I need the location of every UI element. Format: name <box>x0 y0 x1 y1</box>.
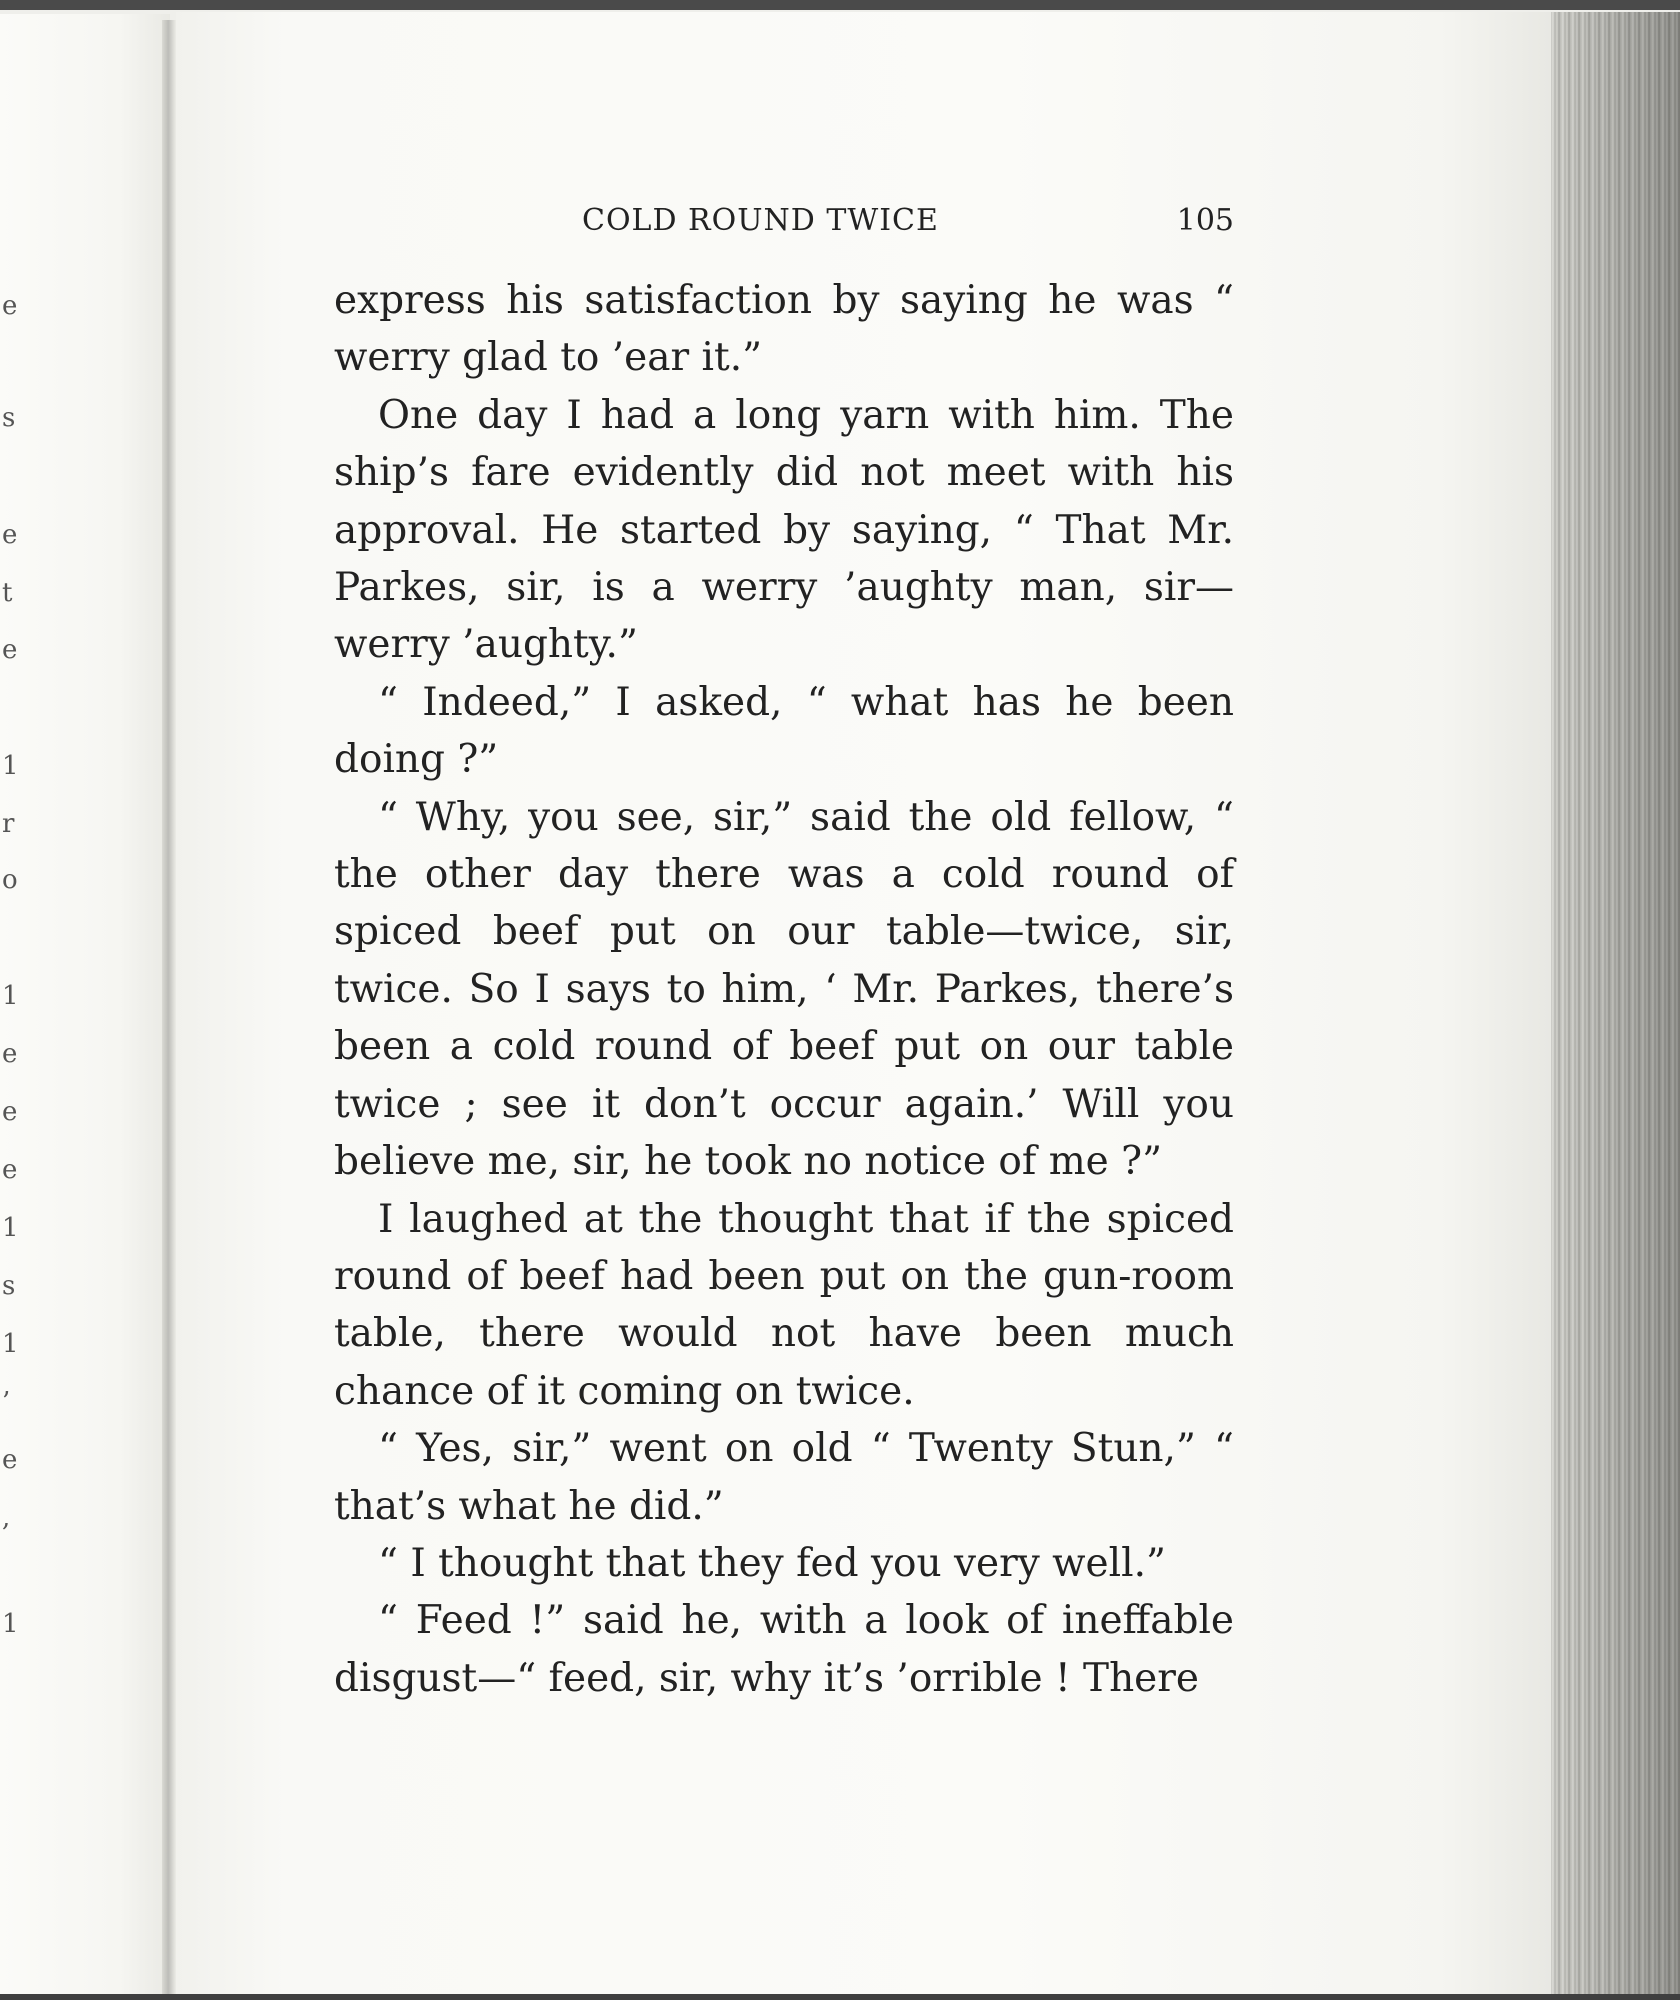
left-margin-mark: s <box>2 1271 16 1301</box>
left-margin-mark: o <box>2 865 18 895</box>
paragraph: “ I thought that they fed you very well.” <box>378 1540 1166 1586</box>
page-edges-shadow <box>1551 12 1680 2000</box>
left-margin-mark: 1 <box>2 1329 19 1359</box>
left-margin-mark: r <box>2 809 15 839</box>
left-margin-mark: e <box>2 635 18 665</box>
left-margin-mark: e <box>2 1445 18 1475</box>
left-margin-mark: e <box>2 291 18 321</box>
paragraph: “ Feed !” said he, with a look of ineffable disgust—“ feed, sir, why it’s ’orrible ! There <box>334 1598 1234 1701</box>
left-margin-mark: ’ <box>2 1387 11 1417</box>
left-margin-mark: e <box>2 1155 18 1185</box>
paragraph: “ Why, you see, sir,” said the old fellow, “ the other day there was a cold round of spiced beef put on our table—twice, sir, twice. So I says to him, ‘ Mr. Parkes, there’s been a cold round of beef put on our table twice ; see it don’t occur again.’ Will you believe me, sir, he took no notice of me ?” <box>334 794 1234 1185</box>
left-margin-mark: s <box>2 403 16 433</box>
left-margin-mark: e <box>2 1039 18 1069</box>
left-margin-mark: e <box>2 1097 18 1127</box>
left-margin-mark: 1 <box>2 1609 19 1639</box>
left-margin-mark: t <box>2 578 13 608</box>
paragraph: “ Yes, sir,” went on old “ Twenty Stun,” “ that’s what he did.” <box>334 1426 1234 1529</box>
paragraph: “ Indeed,” I asked, “ what has he been doing ?” <box>334 679 1234 783</box>
body-text <box>334 272 1234 1707</box>
scan-bottom-edge <box>0 1994 1680 2000</box>
paragraph: I laughed at the thought that if the spiced round of beef had been put on the gun-room table, there would not have been much chance of it coming on twice. <box>334 1196 1234 1414</box>
paragraph: One day I had a long yarn with him. The ship’s fare evidently did not meet with his approval. He started by saying, “ That Mr. Parkes, sir, is a werry ’aughty man, sir—werry ’aughty.” <box>334 392 1234 668</box>
left-margin-mark: 1 <box>2 981 19 1011</box>
left-page <box>0 14 170 1996</box>
paragraph: express his satisfaction by saying he was “ werry glad to ’ear it.” <box>334 278 1234 381</box>
page-number: 105 <box>1176 203 1234 238</box>
scan-top-edge <box>0 0 1680 10</box>
book-gutter <box>162 20 176 1998</box>
left-margin-mark: 1 <box>2 1213 19 1243</box>
running-head <box>334 201 1234 241</box>
running-head-title: COLD ROUND TWICE <box>582 203 939 238</box>
left-margin-mark: , <box>2 1503 11 1533</box>
left-page-cut-off-text <box>0 0 20 2000</box>
left-margin-mark: e <box>2 520 18 550</box>
left-margin-mark: 1 <box>2 751 19 781</box>
